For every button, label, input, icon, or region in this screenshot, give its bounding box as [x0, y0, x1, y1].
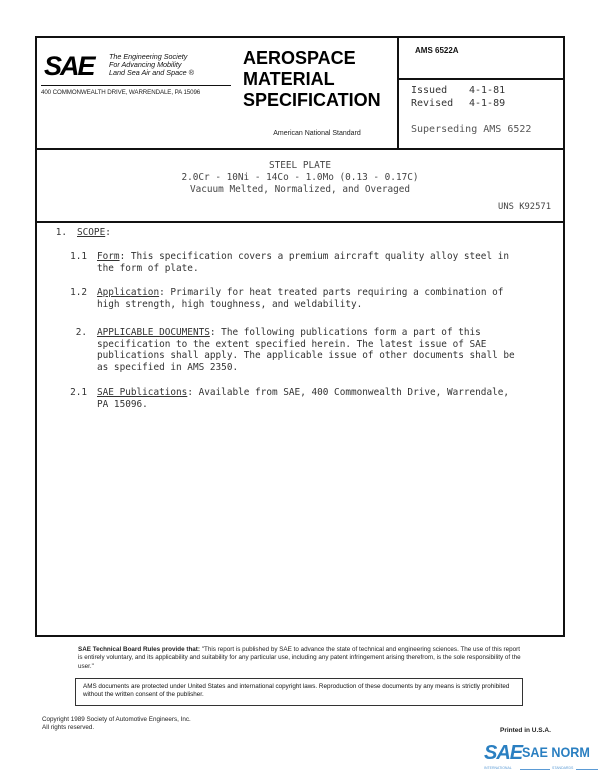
superseding: Superseding AMS 6522	[411, 124, 532, 135]
text-line: high strength, high toughness, and weldability.	[97, 298, 363, 310]
section-number: 2.	[75, 327, 87, 338]
revised-label: Revised	[411, 98, 454, 109]
divider	[41, 85, 231, 86]
uns-number: UNS K92571	[498, 202, 551, 212]
printed-in: Printed in U.S.A.	[500, 727, 551, 734]
sae-logo-icon	[43, 52, 109, 78]
title-line-3: Vacuum Melted, Normalized, and Overaged	[189, 184, 411, 195]
copyright	[42, 716, 191, 732]
text-line: the form of plate.	[97, 262, 199, 274]
spec-info-block	[397, 38, 565, 148]
divider	[576, 769, 598, 770]
board-rules-lead: SAE Technical Board Rules provide that:	[78, 646, 200, 653]
section-text	[97, 327, 557, 373]
text-line: : Available from SAE, 400 Commonwealth Drive, Warrendale,	[187, 387, 510, 398]
tagline-line: For Advancing Mobility	[109, 60, 182, 69]
tagline-line: Land Sea Air and Space ®	[109, 68, 194, 77]
header-block	[37, 38, 563, 150]
watermark-sub-left: INTERNATIONAL	[484, 766, 512, 770]
revised-row	[411, 97, 505, 110]
address: 400 COMMONWEALTH DRIVE, WARRENDALE, PA 15096	[41, 89, 201, 96]
text-line: specification to the extent specified herein. The latest issue of SAE	[97, 338, 487, 350]
svg-text:SAE: SAE	[44, 52, 94, 78]
text-line: : Primarily for heat treated parts requiring a combination of	[159, 287, 504, 298]
sae-watermark-logo-icon: SAE	[484, 742, 523, 764]
section-heading: Application	[97, 287, 160, 298]
doc-type-line: MATERIAL	[243, 69, 335, 89]
section-number: 1.1	[70, 251, 87, 262]
text-line: : This specification covers a premium aircraft quality alloy steel in	[119, 251, 510, 262]
sae-identity	[37, 38, 237, 148]
section-heading: SCOPE	[77, 227, 106, 238]
section-text	[97, 287, 557, 310]
section-heading: APPLICABLE DOCUMENTS	[97, 327, 210, 338]
text-line: : The following publications form a part of this	[209, 327, 481, 338]
society-tagline	[109, 53, 194, 77]
copyright-notice: AMS documents are protected under United States and international copyright laws. Reproduction of these documents by any means is strictly prohibited without the written consent of the publisher.	[83, 683, 510, 699]
rights-line: All rights reserved.	[42, 724, 95, 731]
spec-frame	[35, 36, 565, 637]
copyright-line: Copyright 1989 Society of Automotive Engineers, Inc.	[42, 716, 191, 723]
title-line-2: 2.0Cr - 10Ni - 14Co - 1.0Mo (0.13 - 0.17C)	[181, 172, 419, 183]
spec-number: AMS 6522A	[415, 46, 459, 55]
issued-date: 4-1-81	[469, 85, 506, 96]
section-number: 1.2	[70, 287, 87, 298]
text-line: as specified in AMS 2350.	[97, 361, 239, 373]
title-block	[37, 150, 563, 223]
issued-label: Issued	[411, 85, 448, 96]
sae-norm-watermark	[484, 742, 600, 776]
doc-type-block	[237, 38, 397, 148]
revised-date: 4-1-89	[469, 98, 506, 109]
tagline-line: The Engineering Society	[109, 52, 188, 61]
section-text	[97, 387, 557, 410]
watermark-subline	[484, 766, 600, 772]
issued-row	[411, 84, 505, 97]
board-rules	[78, 646, 526, 671]
doc-type-line: AEROSPACE	[243, 48, 356, 68]
section-text	[97, 251, 557, 274]
section-heading: SAE Publications	[97, 387, 188, 398]
watermark-sub-right: STANDARDS	[552, 766, 574, 770]
text-line: PA 15096.	[97, 398, 148, 410]
divider	[520, 769, 550, 770]
title-line-1: STEEL PLATE	[268, 160, 332, 171]
copyright-notice-box	[75, 678, 523, 706]
section-number: 2.1	[70, 387, 87, 398]
spec-number-box	[399, 38, 565, 80]
watermark-name: SAE NORM	[522, 744, 590, 760]
heading-suffix: :	[105, 227, 111, 238]
text-line: publications shall apply. The applicable issue of other documents shall be	[97, 350, 515, 362]
doc-type-title	[243, 48, 381, 111]
standard-note: American National Standard	[273, 130, 361, 137]
section-number: 1.	[55, 227, 67, 238]
doc-type-line: SPECIFICATION	[243, 90, 381, 110]
section-heading: Form	[97, 251, 120, 262]
board-rules-text: "This report is published by SAE to advance the state of technical and engineering sciences. The use of this report is entirely voluntary, and its applicability and suitability for any particular use, including any patent infringement arising therefrom, is the sole responsibility of the user."	[78, 646, 521, 670]
dates	[411, 84, 505, 110]
